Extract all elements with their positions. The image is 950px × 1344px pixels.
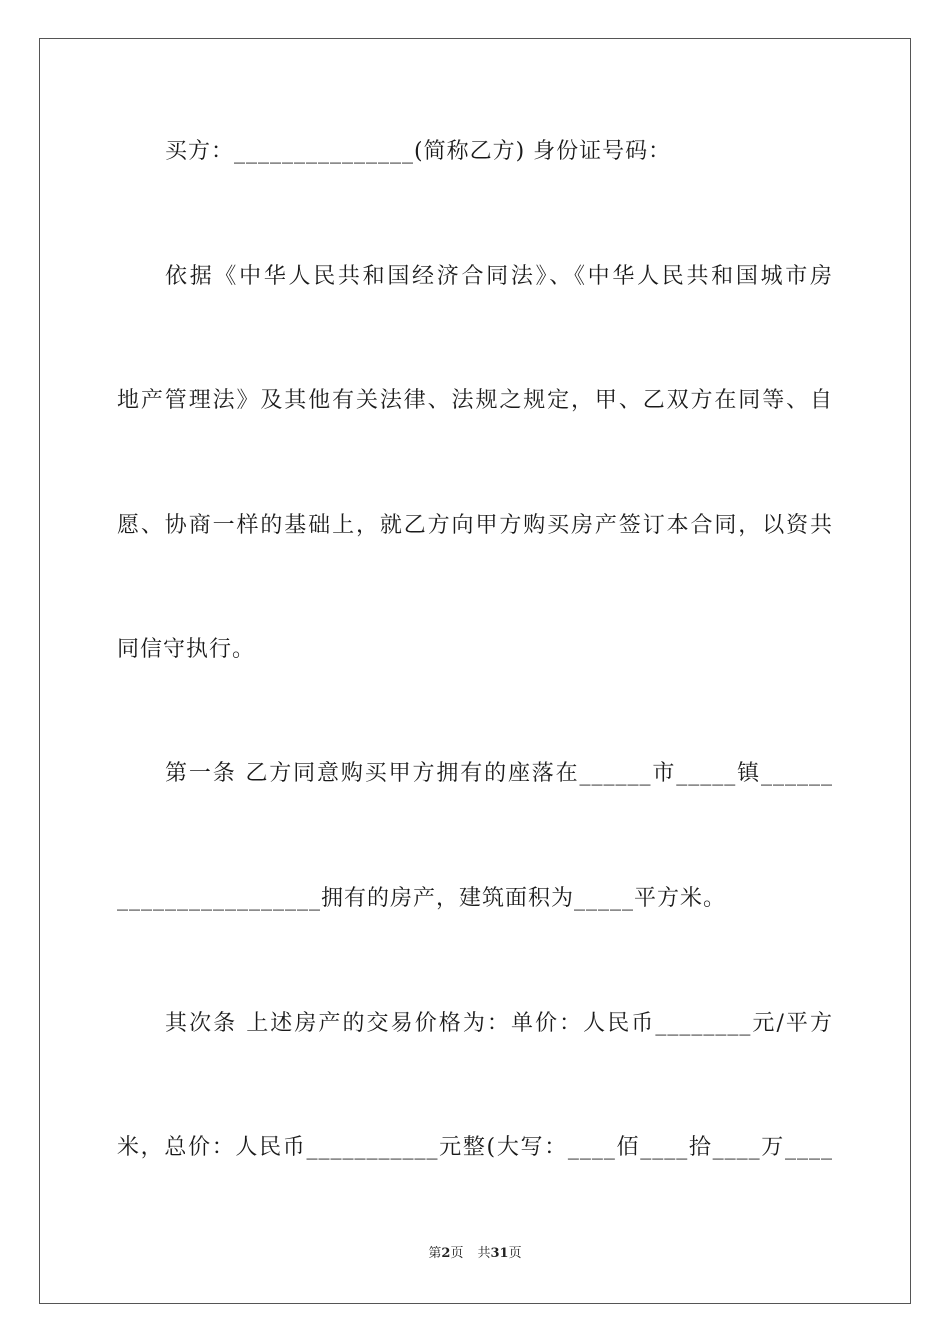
- footer-page-number: 2: [441, 1246, 451, 1261]
- article-one-line-1: 第一条 乙方同意购买甲方拥有的座落在______市_____镇______: [165, 761, 833, 786]
- footer-page-suffix: 页: [450, 1246, 464, 1261]
- footer-page-prefix: 第: [428, 1246, 442, 1261]
- buyer-line: 买方：_______________(简称乙方) 身份证号码：: [165, 139, 672, 164]
- article-two-line-2: 米，总价：人民币___________元整(大写：____佰____拾____万____: [117, 1135, 833, 1160]
- footer-total-number: 31: [490, 1246, 509, 1261]
- paragraph-basis-line-2: 地产管理法》及其他有关法律、法规之规定，甲、乙双方在同等、自: [117, 388, 833, 413]
- footer-total-suffix: 页: [508, 1246, 522, 1261]
- article-two-line-1: 其次条 上述房产的交易价格为：单价：人民币________元/平方: [165, 1011, 833, 1036]
- page-footer: [0, 1245, 950, 1263]
- article-one-line-2: _________________拥有的房产，建筑面积为_____平方米。: [117, 886, 727, 911]
- footer-total-prefix: 共: [477, 1246, 491, 1261]
- paragraph-basis-line-3: 愿、协商一样的基础上，就乙方向甲方购买房产签订本合同，以资共: [117, 513, 833, 538]
- paragraph-basis-line-1: 依据《中华人民共和国经济合同法》、《中华人民共和国城市房: [165, 264, 833, 289]
- page-border: [39, 38, 911, 1304]
- paragraph-basis-line-4: 同信守执行。: [117, 637, 256, 662]
